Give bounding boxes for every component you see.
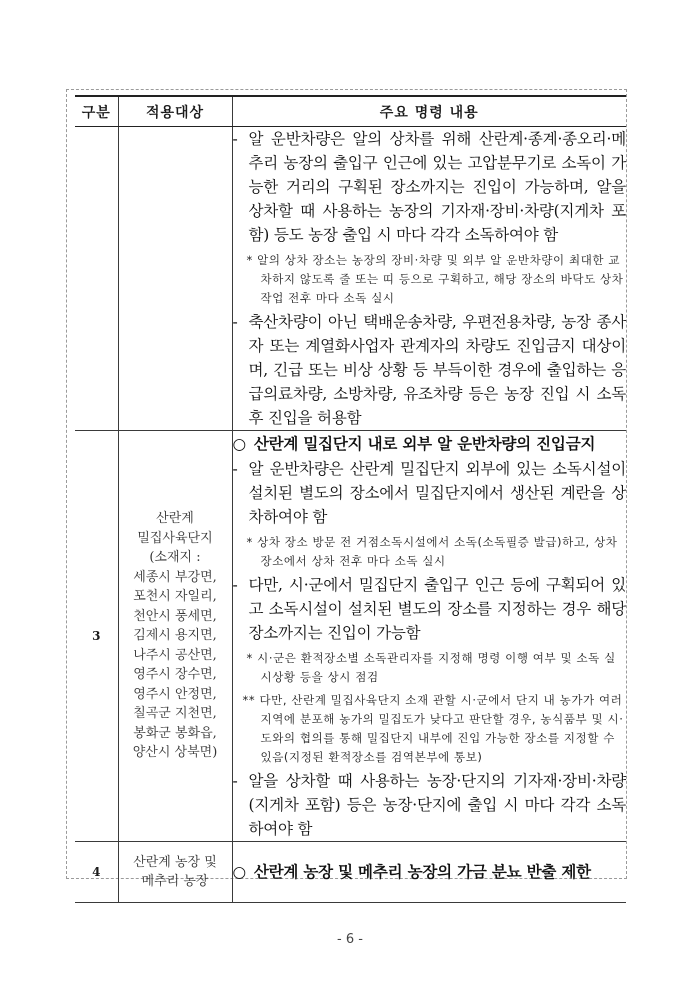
circle-heading: ○ 산란계 농장 및 메추리 농장의 가금 분뇨 반출 제한: [232, 863, 591, 881]
target-line: 세종시 부강면,: [133, 569, 217, 585]
table-row: [75, 842, 626, 903]
dash-item: - 알을 상차할 때 사용하는 농장·단지의 기자재·장비·차량(지게차 포함) 등은 농장·단지에 출입 시 마다 각각 소독하여야 함: [232, 772, 626, 838]
header-main-order: 주요 명령 내용: [232, 96, 626, 127]
row-number: 3: [75, 431, 118, 842]
target-line: 나주시 공산면,: [133, 647, 217, 663]
table-row: [75, 431, 626, 842]
header-category: 구분: [75, 96, 118, 127]
dash-item: - 알 운반차량은 알의 상차를 위해 산란계·종계·종오리·메추리 농장의 출입구 인근에 있는 고압분무기로 소독이 가능한 거리의 구획된 장소까지는 진입이 가능하며, 알을 상차할 때 사용하는 농장의 기자재·장비·차량(지게차 포함) 등도 농장 출입 시 마다 각각 소독하여야 함: [232, 130, 626, 244]
row-target: [118, 842, 232, 903]
row-target: [118, 127, 232, 431]
target-line: 천안시 풍세면,: [133, 608, 217, 624]
target-line: 메추리 농장: [141, 874, 209, 889]
target-line: 김제시 용지면,: [133, 628, 217, 644]
header-target: 적용대상: [118, 96, 232, 127]
circle-bullet-icon: ○: [232, 435, 246, 453]
row-number: 4: [75, 842, 118, 903]
page-number: - 6 -: [337, 932, 363, 947]
note-item: ** 다만, 산란계 밀집사육단지 소재 관할 시·군에서 단지 내 농가가 여러 지역에 분포해 농가의 밀집도가 낮다고 판단할 경우, 농식품부 및 시·도와의 협의를 통해 밀집단지 내부에 진입 가능한 장소를 지정할 수 있음(지정된 환적장소를 검역본부에 통보): [242, 693, 624, 764]
target-line: 영주시 안정면,: [133, 686, 217, 702]
row-target: [118, 431, 232, 842]
target-line: 봉화군 봉화읍,: [133, 725, 217, 741]
quarantine-order-table: [75, 95, 626, 903]
circle-heading: ○ 산란계 밀집단지 내로 외부 알 운반차량의 진입금지: [232, 435, 596, 453]
target-line: 밀집사육단지: [137, 530, 213, 546]
note-item: * 알의 상차 장소는 농장의 장비·차량 및 외부 알 운반차량이 최대한 교차하지 않도록 줄 또는 띠 등으로 구획하고, 해당 장소의 바닥도 상차 작업 전후 마다 소독 실시: [246, 253, 624, 305]
target-line: 칠곡군 지천면,: [133, 706, 217, 722]
table-row: [75, 127, 626, 431]
target-line: 포천시 자일리,: [133, 589, 217, 605]
dash-item: - 축산차량이 아닌 택배운송차량, 우편전용차량, 농장 종사자 또는 계열화사업자 관계자의 차량도 진입금지 대상이며, 긴급 또는 비상 상황 등 부득이한 경우에 출입하는 응급의료차량, 소방차량, 유조차량 등은 농장 진입 시 소독 후 진입을 허용함: [232, 313, 626, 427]
circle-bullet-icon: ○: [232, 863, 246, 881]
row-content: [232, 431, 626, 842]
target-line: 양산시 상북면): [132, 745, 218, 761]
row-content: [232, 127, 626, 431]
note-item: * 상차 장소 방문 전 거점소독시설에서 소독(소독필증 발급)하고, 상차 장소에서 상차 전후 마다 소독 실시: [246, 535, 618, 568]
target-line: 산란계: [156, 511, 194, 527]
table-header-row: [75, 96, 626, 127]
dash-item: - 다만, 시·군에서 밀집단지 출입구 인근 등에 구획되어 있고 소독시설이 설치된 별도의 장소를 지정하는 경우 해당 장소까지는 진입이 가능함: [232, 576, 626, 642]
dash-item: - 알 운반차량은 산란계 밀집단지 외부에 있는 소독시설이 설치된 별도의 장소에서 밀집단지에서 생산된 계란을 상차하여야 함: [232, 460, 626, 526]
note-item: * 시·군은 환적장소별 소독관리자를 지정해 명령 이행 여부 및 소독 실시상황 등을 상시 점검: [246, 651, 616, 684]
target-line: 산란계 농장 및: [133, 854, 217, 870]
row-number: [75, 127, 118, 431]
row-content: [232, 842, 626, 903]
target-line: (소재지 :: [149, 550, 201, 566]
target-line: 영주시 장수면,: [133, 667, 217, 683]
